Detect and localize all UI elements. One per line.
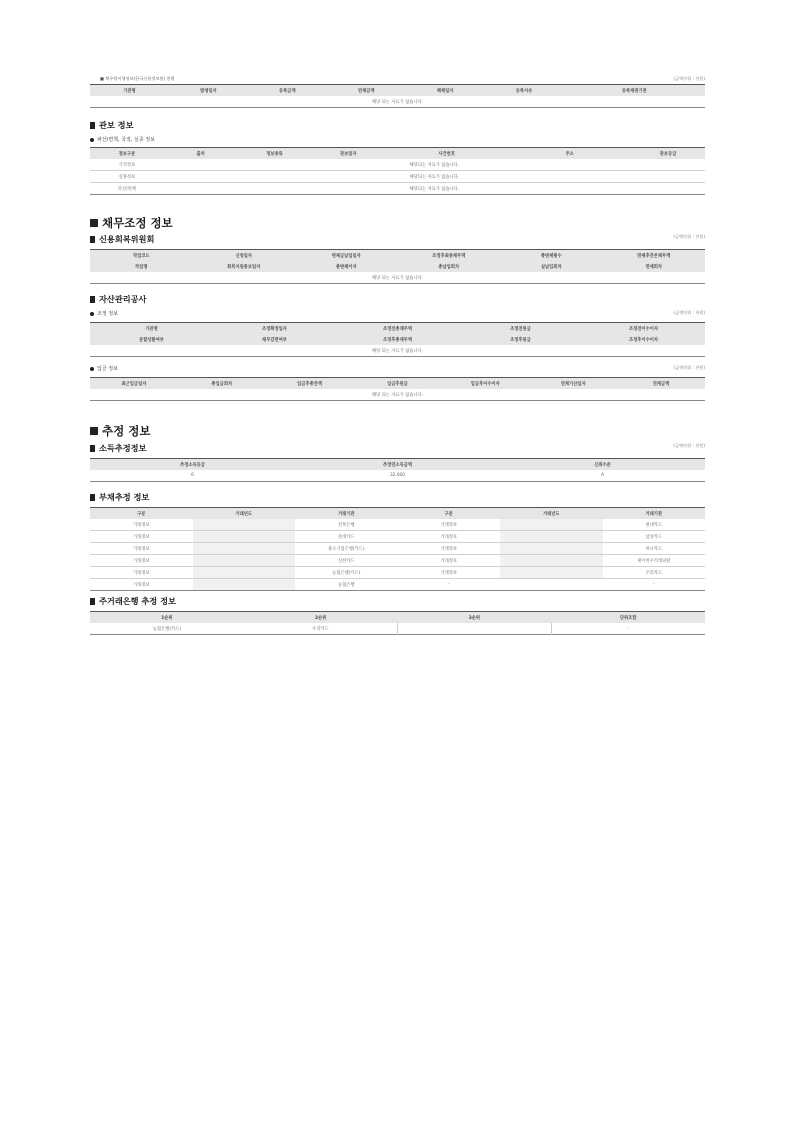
col-header: 등록사유: [485, 85, 564, 97]
redacted-year: [500, 519, 603, 531]
cell: -: [652, 582, 655, 587]
col-header: 거래년도: [193, 508, 296, 520]
col-header: 단위조합: [551, 612, 705, 624]
unit-label: (금액단위 : 천원): [673, 443, 705, 448]
col-header: 조정후원금: [459, 334, 582, 345]
col-header: 연체금액: [617, 378, 705, 390]
section-title: 추정 정보: [102, 424, 151, 438]
col-header: 채무감면여부: [213, 334, 336, 345]
col-header: 총변제횟수: [500, 250, 603, 262]
info-type: 실종정보: [90, 171, 164, 183]
col-header: 신청일자: [193, 250, 296, 262]
empty-message: 해당되는 자료가 없습니다.: [409, 186, 460, 192]
col-header: 입금후총잔액: [266, 378, 354, 390]
table-row: [90, 159, 705, 171]
subsection-payment: [90, 365, 705, 372]
col-header: 회복지원통보일자: [193, 261, 296, 272]
empty-message: 해당되는 자료가 없습니다.: [164, 171, 705, 183]
table-row: [90, 183, 705, 195]
table-row: [90, 171, 705, 183]
square-bullet-icon: [90, 219, 98, 227]
cell: 거래정보: [90, 519, 193, 531]
circle-bullet-icon: [90, 367, 94, 371]
court-info-table: [90, 147, 705, 195]
col-header: 작업코드: [90, 250, 193, 262]
subsection-title: 조정 정보: [97, 311, 118, 317]
col-header: 입금후원금: [354, 378, 442, 390]
redacted-year: [500, 555, 603, 567]
empty-message: 해당 되는 자료가 없습니다.: [371, 392, 424, 398]
redacted-year: [193, 579, 296, 591]
col-header: 연체금액: [327, 85, 406, 97]
empty-message: 해당 되는 자료가 없습니다.: [371, 275, 424, 281]
col-header: 조정전원금: [459, 323, 582, 335]
confidence-level: A: [601, 473, 604, 478]
table-row: [90, 555, 705, 567]
cell: 거래정보: [398, 555, 501, 567]
redacted-year: [193, 555, 296, 567]
col-header: 조정확정일자: [213, 323, 336, 335]
col-header: 구분: [90, 508, 193, 520]
col-header: 기관명: [90, 323, 213, 335]
cell: [500, 579, 603, 591]
kamco-payment-table: [90, 377, 705, 401]
table-row: [90, 519, 705, 531]
subsection-adjustment: [90, 310, 705, 317]
col-header: 1순위: [90, 612, 244, 624]
clipped-caption: ■ 채무불이행정보(한국신용정보원) 현황: [100, 76, 175, 81]
cell: 농협은행(카드): [295, 567, 398, 579]
cell: 삼성카드: [603, 531, 706, 543]
cell: 롯데카드: [295, 531, 398, 543]
subsection-title: 신용회복위원회: [99, 234, 155, 244]
empty-message: 해당 되는 자료가 없습니다.: [371, 99, 424, 105]
section-title: 채무조정 정보: [102, 216, 173, 230]
col-header: 총변제이자: [295, 261, 398, 272]
subsection-title: 부채추정 정보: [99, 492, 150, 502]
col-header: 사건번호: [385, 148, 508, 160]
col-header: 3순위: [398, 612, 552, 624]
col-header: 구분: [398, 508, 501, 520]
square-bullet-icon: [90, 296, 95, 303]
cell: 전북은행: [295, 519, 398, 531]
col-header: 2순위: [244, 612, 398, 624]
cell: -: [447, 582, 450, 587]
income-grade: 6: [191, 473, 194, 478]
ccrs-table: [90, 249, 705, 284]
redacted-year: [500, 567, 603, 579]
subsection-title: 입금 정보: [97, 366, 118, 372]
income-estimate-table: [90, 458, 705, 482]
section-court-info: [90, 120, 705, 131]
debt-estimate-table: [90, 507, 705, 591]
subsection-main-bank: [90, 596, 705, 607]
col-header: 실납입회차: [500, 261, 603, 272]
income-amount: 32,000: [389, 473, 406, 478]
cell: 거래정보: [90, 567, 193, 579]
col-header: 조정전이수이자: [582, 323, 705, 335]
subsection-income: [90, 443, 705, 454]
col-header: 분할상환여부: [90, 334, 213, 345]
col-header: 정보종류: [238, 148, 312, 160]
unit-label: (금액단위 : 천원): [673, 310, 705, 315]
redacted-year: [193, 531, 296, 543]
col-header: 발생일자: [169, 85, 248, 97]
subsection-kamco: [90, 294, 705, 305]
unit-union: -: [627, 626, 630, 631]
cell: 거래정보: [398, 531, 501, 543]
col-header: 신뢰수준: [500, 459, 705, 471]
col-header: 변제금납입일자: [295, 250, 398, 262]
square-bullet-icon: [90, 494, 95, 501]
cell: 거래정보: [132, 582, 150, 588]
subsection-bankruptcy: [90, 136, 705, 143]
circle-bullet-icon: [90, 312, 94, 316]
col-header: 관보일자: [311, 148, 385, 160]
col-header: 거래기관: [295, 508, 398, 520]
col-header: 추정소득등급: [90, 459, 295, 471]
cell: 거래정보: [398, 543, 501, 555]
subsection-title: 파산/면책, 국적, 실종 정보: [97, 137, 155, 143]
square-bullet-icon: [90, 445, 95, 452]
col-header: 총입금회차: [178, 378, 266, 390]
unit-label: (금액단위 : 천원): [673, 234, 705, 239]
redacted-year: [193, 519, 296, 531]
subsection-title: 주거래은행 추정 정보: [99, 596, 176, 606]
col-header: 총납입회차: [398, 261, 501, 272]
subsection-ccrs: [90, 234, 705, 245]
col-header: 해제일자: [406, 85, 485, 97]
empty-message: 해당되는 자료가 없습니다.: [164, 159, 705, 171]
empty-message: 해당 되는 자료가 없습니다.: [371, 348, 424, 354]
col-header: 거래기관: [603, 508, 706, 520]
main-bank-table: [90, 611, 705, 635]
col-header: 정보구분: [90, 148, 164, 160]
table-row: [90, 579, 705, 591]
col-header: 거래년도: [500, 508, 603, 520]
info-type: 파산/면책: [117, 186, 136, 192]
cell: 신한카드: [295, 555, 398, 567]
cell: 현대카드: [603, 519, 706, 531]
col-header: 최근입금일자: [90, 378, 178, 390]
subsection-title: 소득추정정보: [99, 443, 147, 453]
section-title: 관보 정보: [99, 120, 134, 130]
table-row: [90, 567, 705, 579]
rank-1-bank: 농협은행(카드): [152, 626, 181, 632]
col-header: 입금후이수이자: [441, 378, 529, 390]
square-bullet-icon: [90, 236, 95, 243]
cell: 제이비우리캐피탈: [603, 555, 706, 567]
col-header: 조정후이수이자: [582, 334, 705, 345]
kamco-adjustment-table: [90, 322, 705, 357]
col-header: 기관명: [90, 85, 169, 97]
col-header: 조정후최종채무액: [398, 250, 501, 262]
square-bullet-icon: [90, 122, 95, 129]
table-row: [90, 531, 705, 543]
col-header: 조정후총채무액: [336, 334, 459, 345]
redacted-year: [500, 543, 603, 555]
redacted-year: [500, 531, 603, 543]
col-header: 면제회차: [603, 261, 706, 272]
col-header: 등록금액: [248, 85, 327, 97]
cell: 거래정보: [398, 519, 501, 531]
default-info-table: [90, 84, 705, 108]
col-header: 연체기산일자: [529, 378, 617, 390]
redacted-year: [193, 567, 296, 579]
col-header: 조정전총채무액: [336, 323, 459, 335]
unit-label: (금액단위 : 천원): [673, 365, 705, 370]
clipped-unit: (금액단위 : 천원): [673, 76, 705, 81]
cell: 농협은행: [337, 582, 355, 588]
col-header: 출처: [164, 148, 238, 160]
cell: 우리카드: [603, 567, 706, 579]
col-header: 관보등급: [631, 148, 705, 160]
rank-2-bank: 우리카드: [244, 623, 398, 635]
cell: 거래정보: [398, 567, 501, 579]
table-row: [90, 543, 705, 555]
section-estimate: [90, 423, 705, 439]
redacted-year: [193, 543, 296, 555]
col-header: 주소: [508, 148, 631, 160]
circle-bullet-icon: [90, 138, 94, 142]
section-debt-adjustment: [90, 215, 705, 231]
cell: 하나카드: [603, 543, 706, 555]
cell: 거래정보: [90, 555, 193, 567]
square-bullet-icon: [90, 598, 95, 605]
subsection-debt-estimate: [90, 492, 705, 503]
cell: 중소기업은행(카드): [295, 543, 398, 555]
rank-3-bank: [398, 623, 552, 635]
cell: 거래정보: [90, 531, 193, 543]
square-bullet-icon: [90, 427, 98, 435]
col-header: 면제후잔존채무액: [603, 250, 706, 262]
col-header: 추정연소득금액: [295, 459, 500, 471]
subsection-title: 자산관리공사: [99, 294, 147, 304]
cell: 거래정보: [90, 543, 193, 555]
col-header: 등록재권기관: [564, 85, 705, 97]
info-type: 국적정보: [90, 159, 164, 171]
col-header: 작업명: [90, 261, 193, 272]
